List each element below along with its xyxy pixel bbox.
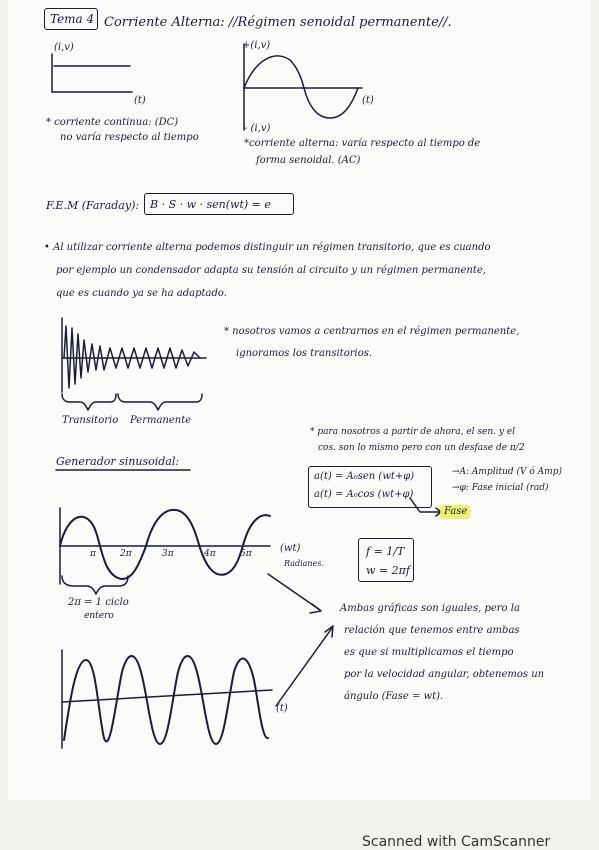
generator-title: Generador sinusoidal: [56, 455, 180, 468]
label-transitorio: Transitorio [62, 415, 119, 426]
comparison-line-3: es que si multiplicamos el tiempo [344, 647, 514, 658]
tick-3pi: 3π [162, 549, 174, 559]
cycle-label-2: entero [84, 611, 114, 621]
generator-note-1: * para nosotros a partir de ahora, el sen. y el [310, 427, 515, 437]
equation-sen: a(t) = A₀sen (wt+φ) [314, 471, 415, 482]
dc-y-label: (i,v) [54, 42, 74, 53]
sinusoid-t-x-axis [62, 690, 272, 702]
dc-note-2: no varía respecto al tiempo [60, 132, 199, 143]
ac-note-1: *corriente alterna: varía respecto al tiempo de [244, 138, 481, 149]
ac-note-2: forma senoidal. (AC) [256, 155, 361, 166]
tick-5pi: 5π [240, 549, 252, 559]
comparison-line-4: por la velocidad angular, obtenemos un [344, 669, 545, 680]
comparison-line-5: ángulo (Fase = wt). [344, 691, 444, 702]
tema-label: Tema 4 [50, 12, 95, 26]
paragraph-line-3: que es cuando ya se ha adaptado. [56, 288, 227, 299]
tick-pi: π [90, 549, 96, 559]
angular-velocity-eq: w = 2πf [366, 564, 410, 577]
camscanner-watermark: Scanned with CamScanner [362, 834, 551, 850]
transient-note-2: ignoramos los transitorios. [236, 348, 373, 359]
ac-x-label: (t) [362, 95, 374, 106]
cycle-label-1: 2π = 1 ciclo [68, 597, 129, 608]
page-title: Corriente Alterna: //Régimen senoidal permanente//. [104, 15, 452, 30]
axis-radianes-label: Radianes. [284, 559, 324, 568]
ac-y-label-bottom: - (i,v) [244, 123, 271, 134]
label-permanente: Permanente [130, 415, 192, 426]
fase-label: Fase [444, 506, 468, 517]
frequency-eq: f = 1/T [366, 545, 405, 558]
tick-2pi: 2π [120, 549, 132, 559]
definition-amplitude: →A: Amplitud (V ó Amp) [452, 467, 562, 477]
equation-cos: a(t) = A₀cos (wt+φ) [314, 489, 414, 500]
comparison-line-1: Ambas gráficas son iguales, pero la [340, 603, 520, 614]
paragraph-line-2: por ejemplo un condensador adapta su tensión al circuito y un régimen permanente, [56, 265, 486, 276]
dc-note-1: * corriente continua: (DC) [46, 117, 179, 128]
ac-y-label-top: +(i,v) [242, 40, 271, 51]
comparison-line-2: relación que tenemos entre ambas [344, 625, 520, 636]
transient-note-1: * nosotros vamos a centrarnos en el régimen permanente, [224, 326, 520, 337]
faraday-label: F.E.M (Faraday): [46, 199, 140, 212]
faraday-formula: B · S · w · sen(wt) = e [150, 198, 271, 211]
axis-wt-label: (wt) [280, 543, 301, 554]
tick-4pi: 4π [204, 549, 216, 559]
generator-note-2: cos. son lo mismo pero con un desfase de π/2 [318, 443, 525, 453]
axis-t-label: (t) [276, 703, 288, 714]
definition-phase: →φ: Fase inicial (rad) [452, 483, 549, 493]
dc-x-label: (t) [134, 95, 146, 106]
paragraph-line-1: • Al utilizar corriente alterna podemos distinguir un régimen transitorio, que es cuando [44, 242, 491, 253]
